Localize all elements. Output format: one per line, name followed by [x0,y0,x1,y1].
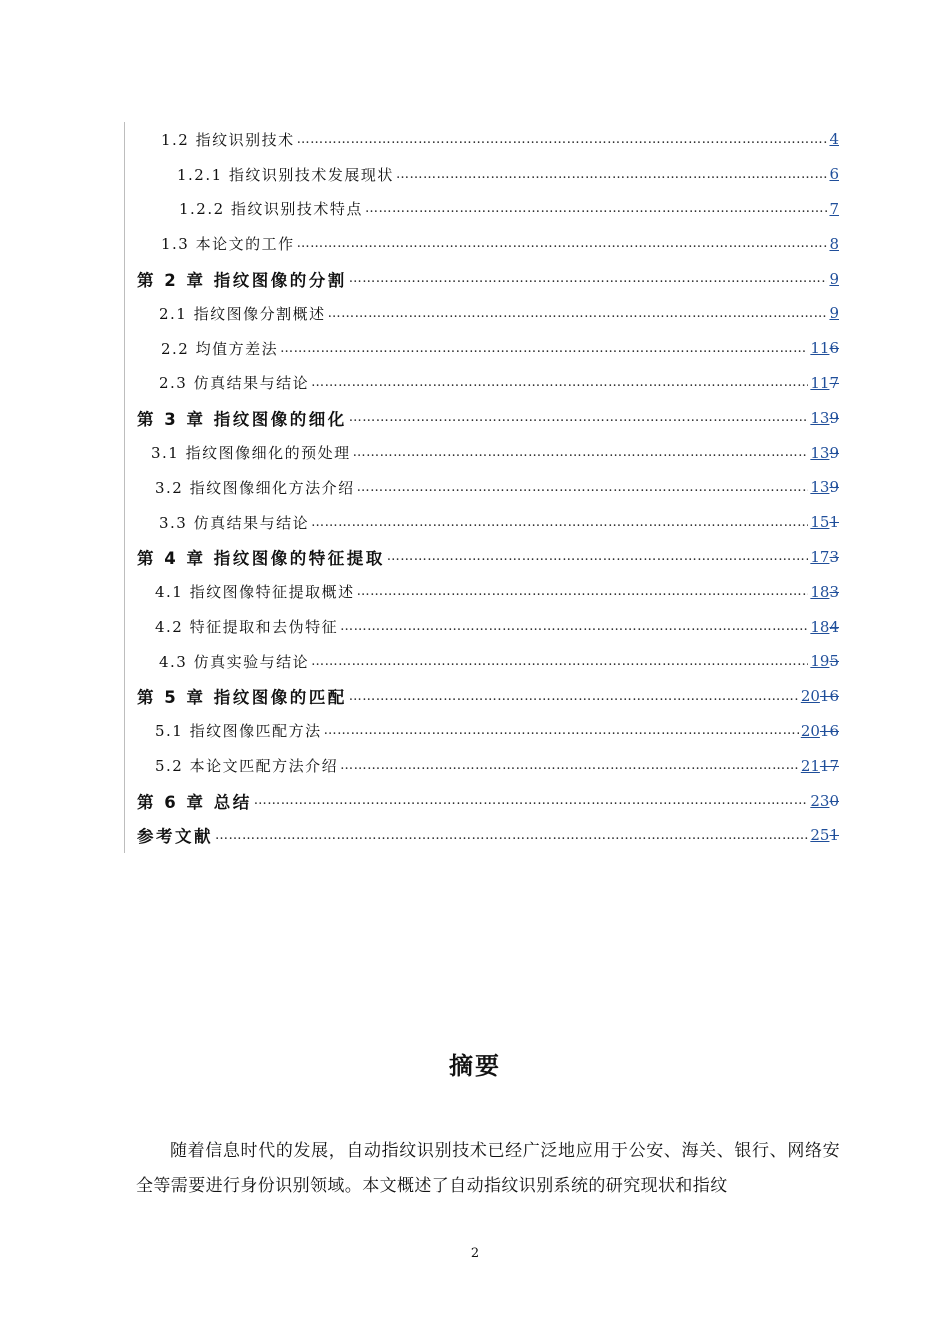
abstract-paragraph: 随着信息时代的发展，自动指纹识别技术已经广泛地应用于公安、海关、银行、网络安全等需要进行身份识别领域。本文概述了自动指纹识别系统的研究现状和指纹 [136,1141,840,1196]
toc-entry[interactable] [125,818,841,853]
dot-leader [311,375,808,390]
deleted-page-number: 9 [829,408,839,427]
dot-leader [340,758,799,773]
toc-entry-label: 2.1 指纹图像分割概述 [159,304,326,323]
dot-leader [365,201,828,216]
toc-entry-label: 4.2 特征提取和去伪特征 [155,618,339,637]
deleted-page-number: 7 [829,373,839,392]
toc-page-number[interactable] [810,478,839,496]
dot-leader [254,793,809,808]
abstract-title: 摘要 [449,1052,501,1080]
inserted-page-number: 23 [810,791,830,810]
toc-entry[interactable] [125,435,841,470]
toc-entry[interactable] [125,748,841,783]
toc-entry[interactable] [125,505,841,540]
dot-leader [324,723,799,738]
inserted-page-number: 13 [810,443,830,462]
deleted-page-number: 4 [829,617,839,636]
toc-entry-label: 参考文献 [137,827,213,847]
toc-entry-label: 3.3 仿真结果与结论 [159,513,310,532]
dot-leader [349,410,809,425]
dot-leader [349,271,828,286]
toc-page-number[interactable] [829,304,839,322]
deleted-page-number: 16 [819,687,839,706]
toc-entry-label: 1.2 指纹识别技术 [161,130,295,149]
deleted-page-number: 17 [819,756,839,775]
inserted-page-number: 18 [810,582,830,601]
toc-page-number[interactable] [810,444,839,462]
inserted-page-number: 18 [810,617,830,636]
inserted-page-number: 17 [810,547,830,566]
deleted-page-number: 5 [829,652,839,671]
dot-leader [280,341,808,356]
inserted-page-number: 13 [810,408,830,427]
toc-entry-label: 5.1 指纹图像匹配方法 [155,722,322,741]
deleted-page-number: 1 [829,513,839,532]
inserted-page-number: 13 [810,478,830,497]
toc-entry-label: 4.1 指纹图像特征提取概述 [155,583,355,602]
inserted-page-number: 9 [829,269,839,288]
toc-entry[interactable] [125,157,841,192]
inserted-page-number: 9 [829,304,839,323]
toc-page-number[interactable] [810,792,839,810]
deleted-page-number: 3 [829,547,839,566]
toc-page-number[interactable] [810,548,839,566]
dot-leader [340,619,808,634]
toc-entry-label: 第 4 章 指纹图像的特征提取 [137,548,385,568]
deleted-page-number: 6 [829,339,839,358]
dot-leader [297,132,828,147]
toc-page-number[interactable] [810,409,839,427]
toc-entry[interactable] [125,574,841,609]
toc-entry[interactable] [125,192,841,227]
dot-leader [349,689,799,704]
toc-page-number[interactable] [829,235,839,253]
toc-entry[interactable] [125,226,841,261]
deleted-page-number: 16 [819,721,839,740]
toc-entry[interactable] [125,470,841,505]
inserted-page-number: 20 [800,687,820,706]
toc-page-number[interactable] [801,757,839,775]
toc-entry-label: 1.2.2 指纹识别技术特点 [179,200,363,219]
dot-leader [215,828,808,843]
page-number: 2 [470,1246,480,1261]
dot-leader [396,167,828,182]
toc-entry[interactable] [125,261,841,296]
toc-entry[interactable] [125,783,841,818]
toc-entry[interactable] [125,540,841,575]
deleted-page-number: 3 [829,582,839,601]
dot-leader [297,236,828,251]
toc-page-number[interactable] [829,200,839,218]
deleted-page-number: 9 [829,478,839,497]
deleted-page-number: 1 [829,826,839,845]
toc-page-number[interactable] [810,339,839,357]
inserted-page-number: 6 [829,165,839,184]
toc-entry[interactable] [125,714,841,749]
dot-leader [387,549,809,564]
toc-entry[interactable] [125,366,841,401]
toc-entry[interactable] [125,679,841,714]
toc-entry-label: 第 2 章 指纹图像的分割 [137,270,347,290]
toc-page-number[interactable] [810,513,839,531]
toc-entry-label: 1.2.1 指纹识别技术发展现状 [177,165,394,184]
deleted-page-number: 9 [829,443,839,462]
inserted-page-number: 21 [800,756,820,775]
inserted-page-number: 11 [810,373,830,392]
inserted-page-number: 4 [829,130,839,149]
dot-leader [328,306,828,321]
toc-entry[interactable] [125,296,841,331]
toc-page-number[interactable] [829,130,839,148]
inserted-page-number: 20 [800,721,820,740]
toc-entry-label: 2.2 均值方差法 [161,339,279,358]
toc-entry-label: 第 3 章 指纹图像的细化 [137,409,347,429]
toc-entry[interactable] [125,400,841,435]
inserted-page-number: 11 [810,339,830,358]
toc-page-number[interactable] [801,687,839,705]
toc-entry[interactable] [125,331,841,366]
table-of-contents [124,122,841,853]
toc-entry-label: 第 6 章 总结 [137,792,252,812]
toc-entry-label: 第 5 章 指纹图像的匹配 [137,688,347,708]
dot-leader [311,654,808,669]
toc-page-number[interactable] [810,826,839,844]
inserted-page-number: 15 [810,513,830,532]
dot-leader [357,480,809,495]
toc-page-number[interactable] [829,165,839,183]
toc-page-number[interactable] [810,374,839,392]
toc-page-number[interactable] [829,270,839,288]
toc-page-number[interactable] [810,618,839,636]
inserted-page-number: 7 [829,199,839,218]
toc-entry-label: 2.3 仿真结果与结论 [159,374,310,393]
dot-leader [357,584,809,599]
dot-leader [311,515,808,530]
toc-page-number[interactable] [810,583,839,601]
toc-entry-label: 5.2 本论文匹配方法介绍 [155,757,339,776]
toc-entry[interactable] [125,644,841,679]
toc-entry[interactable] [125,122,841,157]
toc-entry-label: 3.1 指纹图像细化的预处理 [151,444,351,463]
toc-entry-label: 1.3 本论文的工作 [161,235,295,254]
toc-entry-label: 3.2 指纹图像细化方法介绍 [155,478,355,497]
inserted-page-number: 19 [810,652,830,671]
toc-page-number[interactable] [810,652,839,670]
inserted-page-number: 25 [810,826,830,845]
toc-entry[interactable] [125,609,841,644]
inserted-page-number: 8 [829,234,839,253]
toc-entry-label: 4.3 仿真实验与结论 [159,652,310,671]
deleted-page-number: 0 [829,791,839,810]
toc-page-number[interactable] [801,722,839,740]
dot-leader [353,445,809,460]
